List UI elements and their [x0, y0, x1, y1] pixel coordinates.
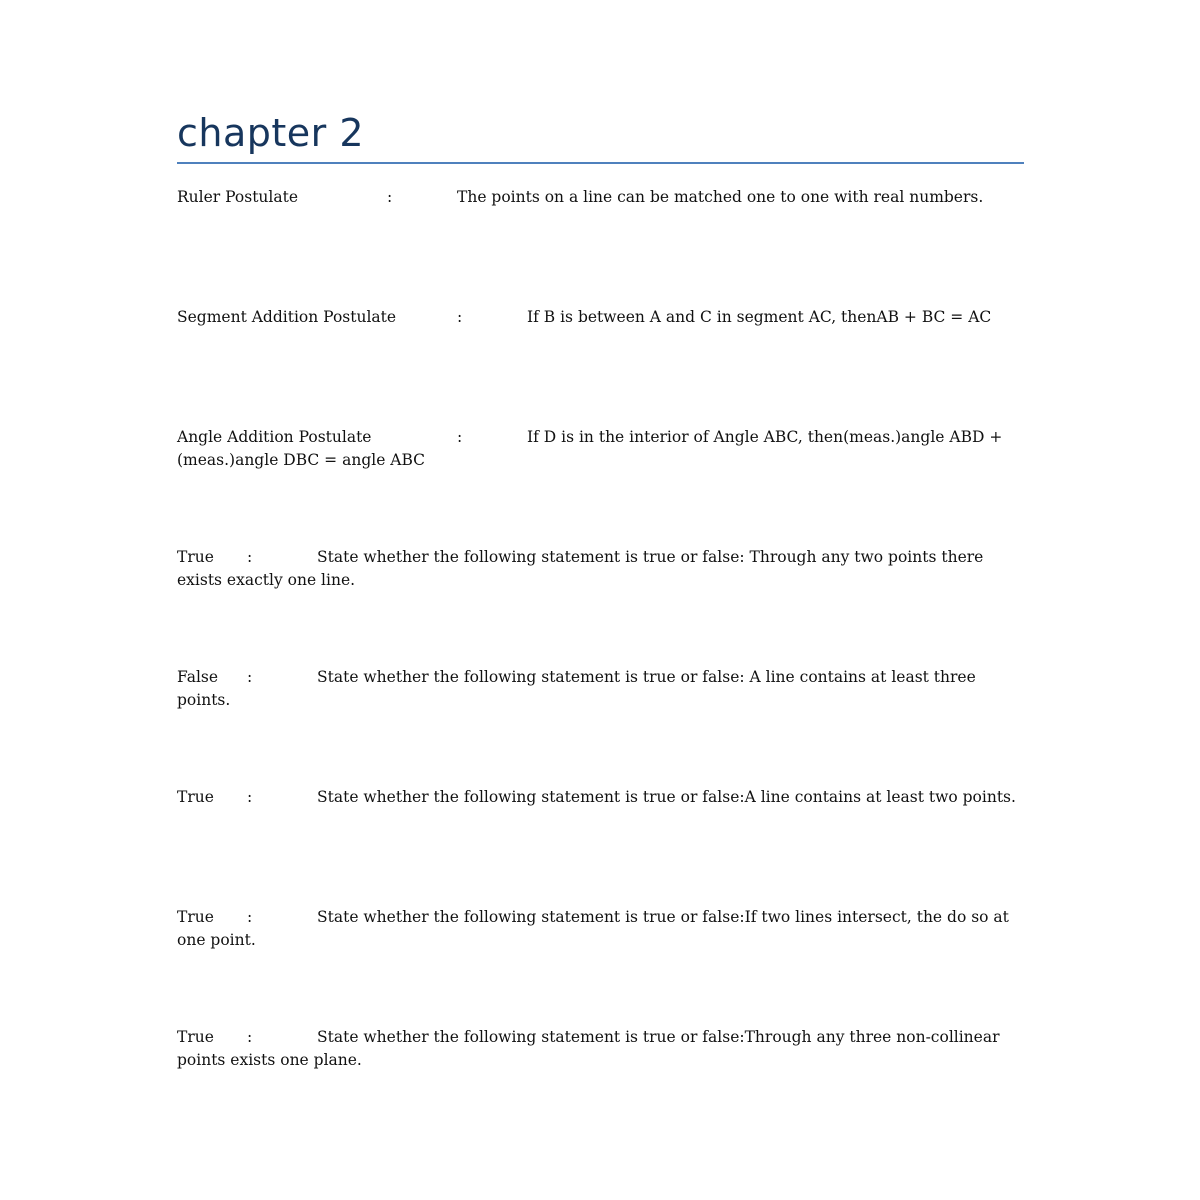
- entry-definition: If D is in the interior of Angle ABC, then(meas.)angle ABD + (meas.)angle DBC = angle ABC: [177, 428, 1008, 469]
- entry-definition: State whether the following statement is true or false: Through any two points there exists exactly one line.: [177, 548, 989, 589]
- entry-term: True :: [177, 908, 317, 926]
- entry-term: Ruler Postulate :: [177, 188, 457, 206]
- entry-definition: State whether the following statement is true or false: A line contains at least three points.: [177, 668, 981, 709]
- entry-definition: State whether the following statement is true or false:A line contains at least two points.: [317, 788, 1016, 806]
- flashcard-entry: [177, 306, 1027, 329]
- entry-term: True :: [177, 1028, 317, 1046]
- entry-definition: If B is between A and C in segment AC, thenAB + BC = AC: [527, 308, 992, 326]
- document-title: chapter 2: [177, 111, 365, 155]
- flashcard-entry: [177, 426, 1027, 472]
- flashcard-entry: [177, 186, 1027, 209]
- entry-definition: State whether the following statement is true or false:Through any three non-collinear points exists one plane.: [177, 1028, 1005, 1069]
- entry-term: True :: [177, 548, 317, 566]
- entry-term: Angle Addition Postulate :: [177, 428, 527, 446]
- entry-definition: The points on a line can be matched one to one with real numbers.: [457, 188, 984, 206]
- flashcard-entry: [177, 786, 1027, 809]
- entry-definition: State whether the following statement is true or false:If two lines intersect, the do so at one point.: [177, 908, 1014, 949]
- flashcard-entry: [177, 666, 1027, 712]
- flashcard-entry: [177, 1026, 1027, 1072]
- title-underline: [177, 162, 1024, 164]
- flashcard-entry: [177, 546, 1027, 592]
- entry-term: False :: [177, 668, 317, 686]
- flashcard-entry: [177, 906, 1027, 952]
- entry-term: Segment Addition Postulate :: [177, 308, 527, 326]
- entry-term: True :: [177, 788, 317, 806]
